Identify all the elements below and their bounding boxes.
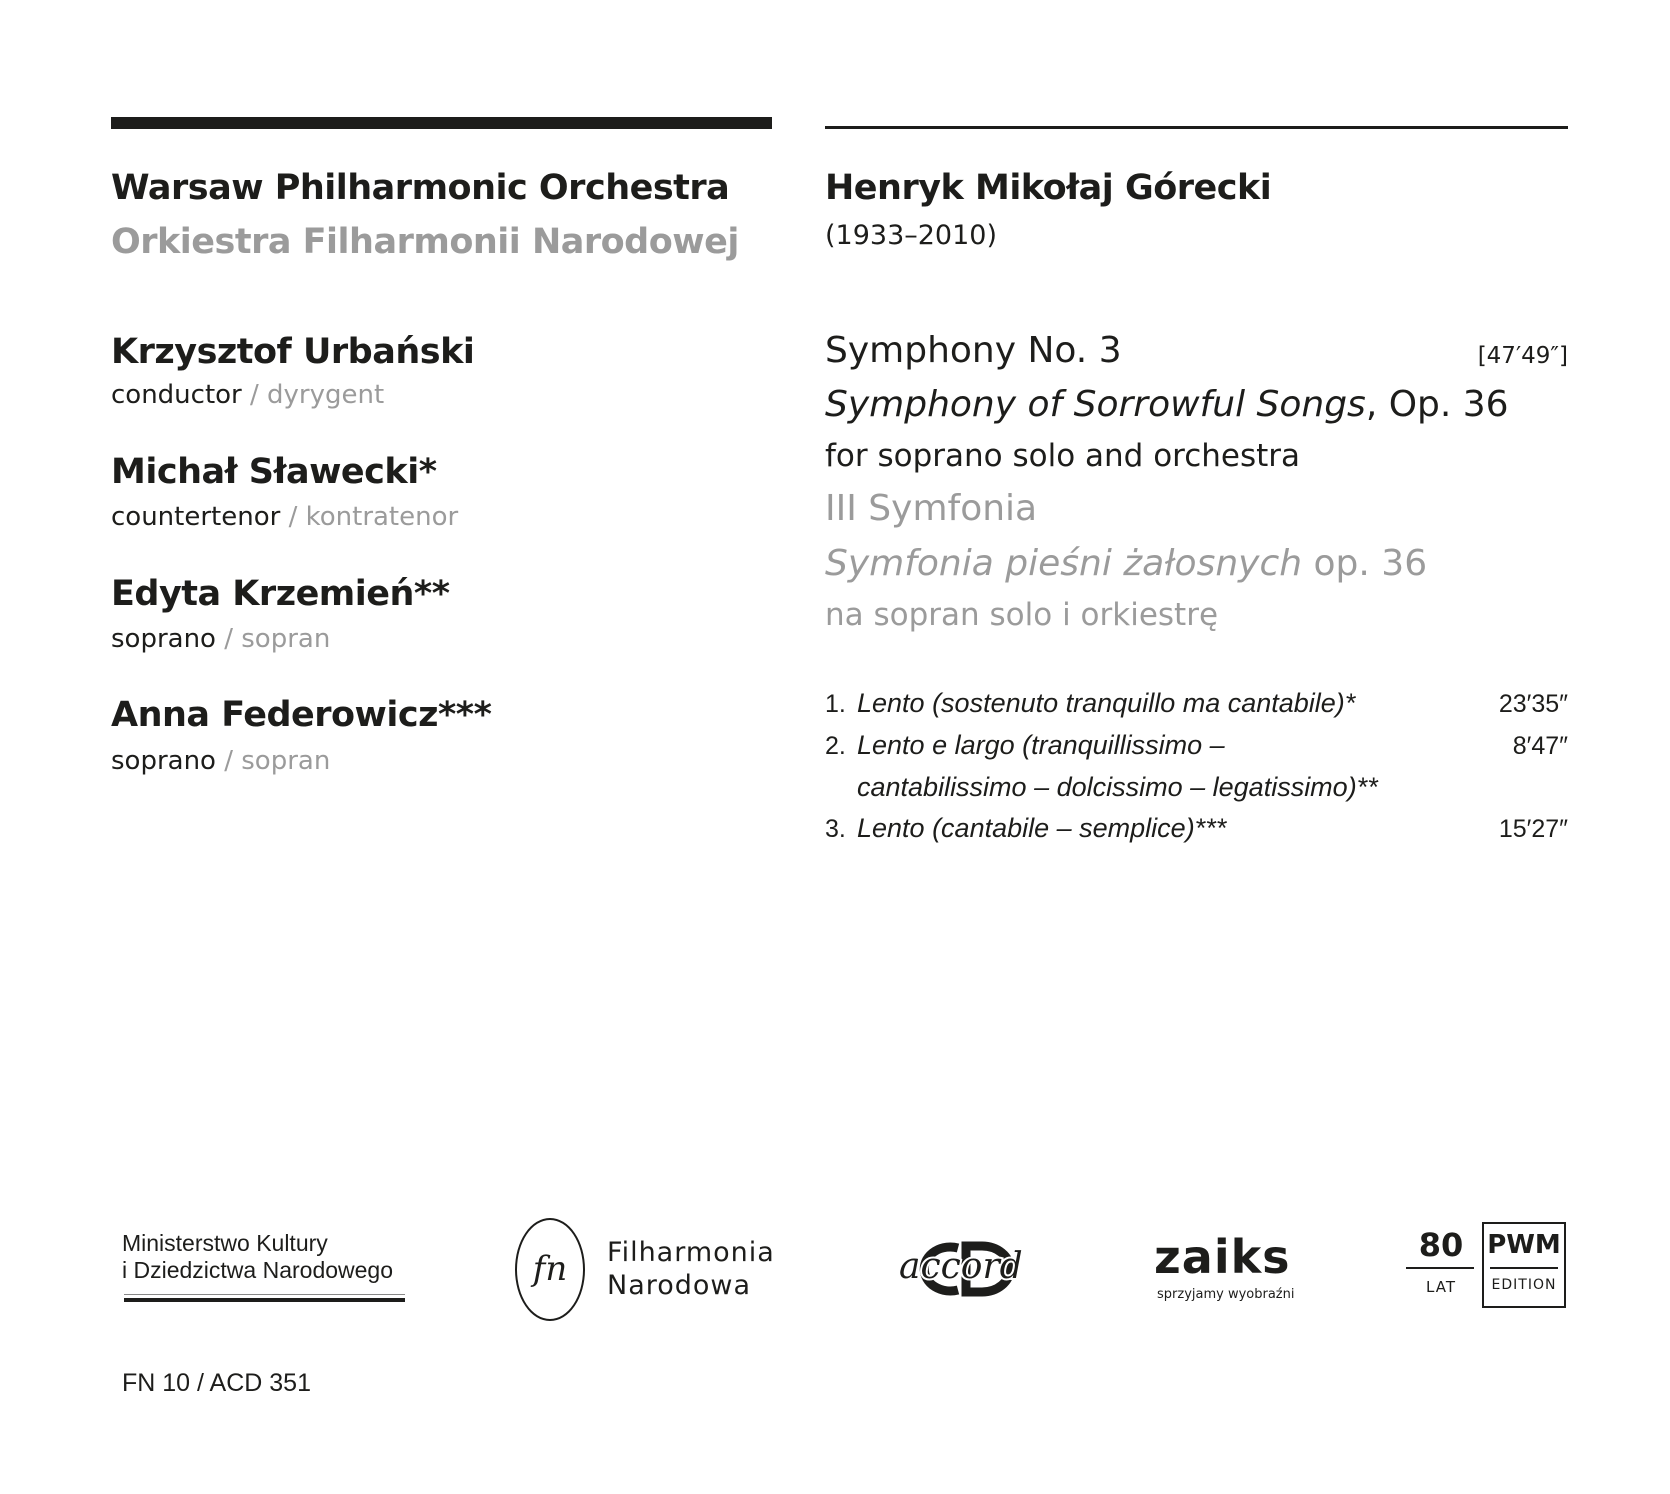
subtitle-en-text: Symphony of Sorrowful Songs [825, 384, 1366, 425]
pwm-edition: EDITION [1491, 1277, 1557, 1293]
track-title: Lento e largo (tranquillissimo – [857, 730, 1225, 760]
subtitle-en [825, 384, 1509, 425]
accord-wordmark: accord [899, 1246, 1023, 1287]
pwm-80: 80 [1418, 1226, 1464, 1264]
subtitle-pl-text: Symfonia pieśni żałosnych [825, 543, 1303, 584]
ministry-line2: i Dziedzictwa Narodowego [122, 1257, 394, 1283]
performer-role [111, 624, 330, 654]
total-time: [47′49″] [1477, 343, 1568, 369]
ministry-thick-line [124, 1298, 405, 1302]
pwm-box-line [1490, 1267, 1558, 1269]
catalog-number: FN 10 / ACD 351 [122, 1369, 311, 1397]
composer: Henryk Mikołaj Górecki [825, 168, 1272, 208]
performer-role [111, 380, 384, 410]
pwm-text: PWM [1487, 1230, 1561, 1260]
zaiks-tagline: sprzyjamy wyobraźni [1157, 1287, 1295, 1302]
performer-role [111, 502, 458, 532]
fn-line1: Filharmonia [607, 1237, 775, 1268]
role-en: conductor [111, 380, 242, 410]
pwm-80-line [1406, 1267, 1474, 1269]
track-time: 15′27″ [1498, 815, 1568, 843]
role-pl: / sopran [224, 746, 331, 776]
track-number: 1. [825, 690, 846, 718]
role-en: countertenor [111, 502, 281, 532]
track-number: 2. [825, 732, 846, 760]
track-number: 3. [825, 815, 846, 843]
fn-line2: Narodowa [607, 1270, 752, 1301]
role-en: soprano [111, 746, 216, 776]
performer-role [111, 746, 330, 776]
role-en: soprano [111, 624, 216, 654]
role-pl: / sopran [224, 624, 331, 654]
fn-oval-mark: fn [515, 1218, 585, 1321]
role-pl: / kontratenor [288, 502, 459, 532]
scoring-en: for soprano solo and orchestra [825, 438, 1301, 474]
subtitle-pl [825, 543, 1427, 584]
track-title-continued: cantabilissimo – dolcissimo – legatissimo)** [857, 772, 1378, 802]
track-time: 23′35″ [1498, 690, 1568, 718]
orchestra-en: Warsaw Philharmonic Orchestra [111, 168, 730, 208]
performer-name: Edyta Krzemień** [111, 574, 450, 614]
left-divider [111, 117, 772, 129]
opus-en: , Op. 36 [1365, 384, 1509, 425]
track-title: Lento (sostenuto tranquillo ma cantabile)* [857, 688, 1356, 718]
track-title: Lento (cantabile – semplice)*** [857, 813, 1227, 843]
performer-name: Krzysztof Urbański [111, 332, 475, 372]
role-pl: / dyrygent [250, 380, 385, 410]
ministry-line1: Ministerstwo Kultury [122, 1230, 328, 1256]
title-pl: III Symfonia [825, 488, 1038, 529]
ministry-thin-line [124, 1294, 405, 1295]
performer-name: Anna Federowicz*** [111, 695, 492, 735]
composer-dates: (1933–2010) [825, 220, 997, 251]
pwm-lat: LAT [1426, 1278, 1456, 1296]
track-time: 8′47″ [1512, 732, 1568, 760]
work-title: Symphony No. 3 [825, 330, 1122, 371]
right-divider [825, 126, 1568, 129]
performer-name: Michał Sławecki* [111, 452, 437, 492]
zaiks-wordmark: zaiks [1154, 1230, 1291, 1284]
orchestra-pl: Orkiestra Filharmonii Narodowej [111, 222, 739, 262]
pwm-box [1482, 1222, 1566, 1308]
opus-pl: op. 36 [1302, 543, 1428, 584]
scoring-pl: na sopran solo i orkiestrę [825, 597, 1219, 633]
